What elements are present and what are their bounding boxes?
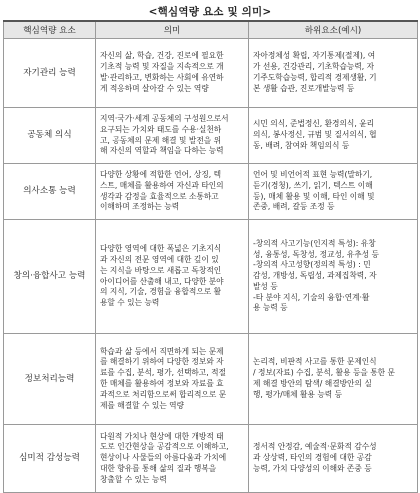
meaning-cell: 다양한 영역에 대한 폭넓은 기초지식 과 자신의 전문 영역에 대한 깊이 있 는 지식을 바탕으로 새롭고 독창적인 아이디어를 산출해 내고, 다양한 분야 의 지식, 기술, 경험을 융합적으로 활 용할 수 있는 능력 <box>96 220 249 334</box>
table-row <box>4 39 418 108</box>
table-row <box>4 108 418 164</box>
competency-cell: 의사소통 능력 <box>4 164 96 220</box>
competency-cell: 창의·융합사고 능력 <box>4 220 96 334</box>
competency-cell: 심미적 감성능력 <box>4 425 96 493</box>
header-meaning: 의미 <box>96 21 249 39</box>
table-row <box>4 334 418 425</box>
competency-cell: 공동체 의식 <box>4 108 96 164</box>
meaning-cell: 다양한 상황에 적합한 언어, 상징, 텍 스트, 매체를 활용하여 자신과 타인의 생각과 감정을 효율적으로 소통하고 이해하며 조정하는 능력 <box>96 164 249 220</box>
subelements-cell: 정서적 안정감, 예술적·문화적 감수성 과 상상력, 타인의 경험에 대한 공감 능력, 가치 다양성의 이해와 존중 등 <box>249 425 418 493</box>
table-row <box>4 164 418 220</box>
table-caption: <핵심역량 요소 및 의미> <box>148 6 272 18</box>
table-row <box>4 220 418 334</box>
meaning-cell: 학습과 삶 등에서 직면하게 되는 문제 를 해결하기 위하여 다양한 정보와 자 료를 수집, 분석, 평가, 선택하고, 적절 한 매체를 활용하여 정보와 자료를 효 과적으로 처리함으로써 합리적으로 문 제를 해결할 수 있는 역량 <box>96 334 249 425</box>
header-competency: 핵심역량 요소 <box>4 21 96 39</box>
meaning-cell: 지역·국가·세계 공동체의 구성원으로서 요구되는 가치와 태도를 수용·실천하 고, 공동체의 문제 해결 및 발전을 위 해 자신의 역할과 책임을 다하는 능력 <box>96 108 249 164</box>
competency-table <box>3 20 418 493</box>
subelements-cell: 자아정체성 확립, 자기통제(절제), 여 가 선용, 건강관리, 기초학습능력, 자 기주도학습능력, 합리적 경제생활, 기 본 생활 습관, 진로개발능력 등 <box>249 39 418 108</box>
subelements-cell: 논리적, 비판적 사고를 통한 문제인식 / 정보(자료) 수집, 분석, 활용 등을 통한 문 제 해결 방안의 탐색/ 해결방안의 실 행, 평가/매체 활용 능력 등 <box>249 334 418 425</box>
table-header-row <box>4 21 418 39</box>
competency-cell: 정보처리능력 <box>4 334 96 425</box>
meaning-cell: 다원적 가치나 현상에 대한 개방적 태 도로 인간현상을 공감적으로 이해하고, 현상이나 사물들의 아름다움과 가치에 대한 향유를 통해 삶의 질과 행복을 창출할 수 있는 능력 <box>96 425 249 493</box>
subelements-cell: 시민 의식, 준법정신, 환경의식, 윤리 의식, 봉사정신, 규범 및 질서의식, 협 동, 배려, 참여와 책임의식 등 <box>249 108 418 164</box>
subelements-cell: 언어 및 비언어적 표현 능력(말하기, 듣기(경청), 쓰기, 읽기, 텍스트 이해 등), 매체 활용 및 이해, 타인 이해 및 존중, 배려, 갈등 조정 등 <box>249 164 418 220</box>
meaning-cell: 자신의 삶, 학습, 건강, 진로에 필요한 기초적 능력 및 자질을 지속적으로 개 발·관리하고, 변화하는 사회에 유연하 게 적응하며 살아갈 수 있는 역량 <box>96 39 249 108</box>
table-row <box>4 425 418 493</box>
header-subelements: 하위요소(예시) <box>249 21 418 39</box>
subelements-cell: -창의적 사고기능(인지적 특성): 유창 성, 융통성, 독창성, 정교성, 유추성 등 -창의적 사고성향(정의적 특성) : 민 감성, 개방성, 독립성, 과제집착력, 자 발성 등 -타 분야 지식, 기술의 융합·연계·활 용 능력 등 <box>249 220 418 334</box>
competency-cell: 자기관리 능력 <box>4 39 96 108</box>
